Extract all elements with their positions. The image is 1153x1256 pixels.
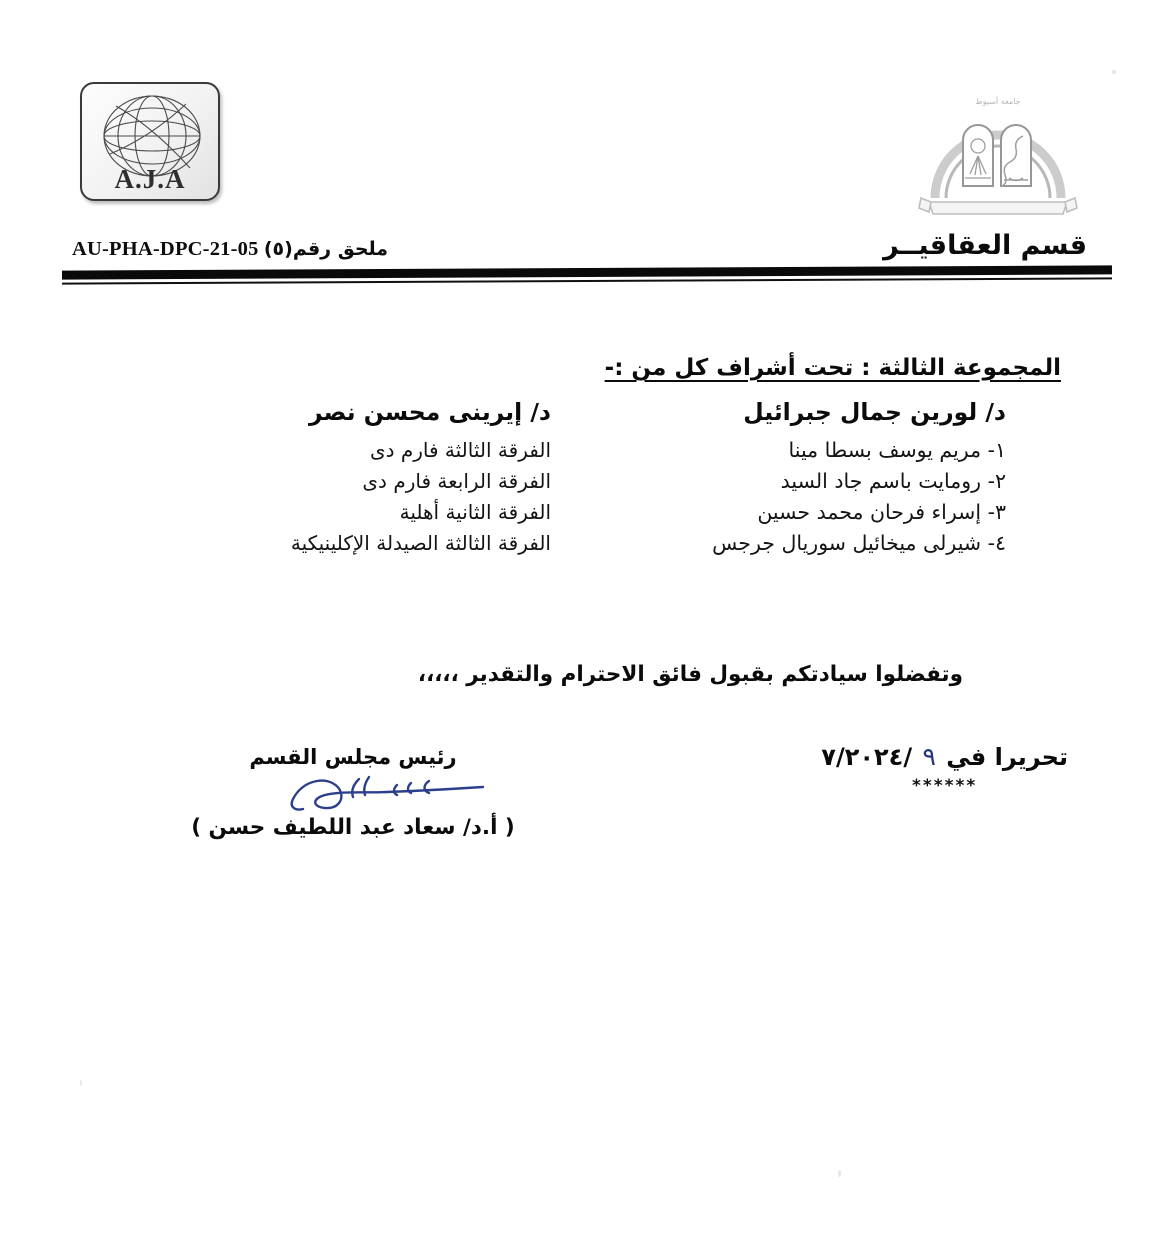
- supervisor-name: د/ لورين جمال جبرائيل: [743, 398, 1006, 426]
- list-item: ٢- رومايت باسم جاد السيد: [780, 469, 1006, 493]
- aja-logo-text: A.J.A: [114, 164, 186, 194]
- list-item: الفرقة الثالثة فارم دى: [369, 438, 551, 462]
- department-title: قسم العقاقيــر: [883, 230, 1087, 261]
- reference-code: AU-PHA-DPC-21-05: [72, 238, 259, 260]
- svg-text:جامعة أسيوط: جامعة أسيوط: [975, 97, 1021, 106]
- reference-code-line: [72, 238, 398, 261]
- student-list: [712, 435, 1006, 559]
- list-item: الفرقة الثالثة الصيدلة الإكلينيكية: [290, 531, 551, 555]
- scan-speck: [838, 1170, 841, 1177]
- annex-label: ملحق رقم(٥): [263, 238, 389, 260]
- date-line: [821, 742, 1068, 771]
- list-item: الفرقة الرابعة فارم دى: [362, 469, 551, 493]
- list-item: ٣- إسراء فرحان محمد حسين: [757, 500, 1006, 524]
- university-seal-icon: [913, 78, 1083, 228]
- scan-speck: [1112, 70, 1116, 74]
- supervisors-columns: [62, 398, 1091, 598]
- class-list: [291, 435, 551, 559]
- supervisor-column-left: [291, 398, 551, 559]
- date-prefix: تحريرا في: [946, 743, 1068, 771]
- signature-block: [153, 745, 553, 840]
- stars-separator: ******: [911, 776, 978, 796]
- closing-courtesy-line: وتفضلوا سيادتكم بقبول فائق الاحترام والتقدير ،،،،،: [417, 662, 963, 687]
- list-item: ١- مريم يوسف بسطا مينا: [788, 438, 1006, 462]
- document-header: [62, 78, 1113, 268]
- list-item: ٤- شيرلى ميخائيل سوريال جرجس: [712, 531, 1006, 555]
- list-item: الفرقة الثانية أهلية: [399, 500, 551, 524]
- handwritten-signature-icon: [153, 765, 553, 817]
- aja-logo: [80, 82, 220, 201]
- supervisor-column-right: [712, 398, 1006, 559]
- supervisor-name: د/ إيرينى محسن نصر: [308, 398, 551, 426]
- signer-title: رئيس مجلس القسم: [249, 745, 457, 769]
- date-day-handwritten: ٩: [922, 742, 936, 771]
- scan-speck: [80, 1080, 82, 1086]
- date-rest: /٧/٢٠٢٤: [821, 743, 913, 771]
- header-divider: [62, 265, 1112, 284]
- group-heading: المجموعة الثالثة : تحت أشراف كل من :-: [604, 355, 1061, 381]
- signer-name: ( أ.د/ سعاد عبد اللطيف حسن ): [191, 815, 515, 840]
- date-block: [821, 742, 1068, 796]
